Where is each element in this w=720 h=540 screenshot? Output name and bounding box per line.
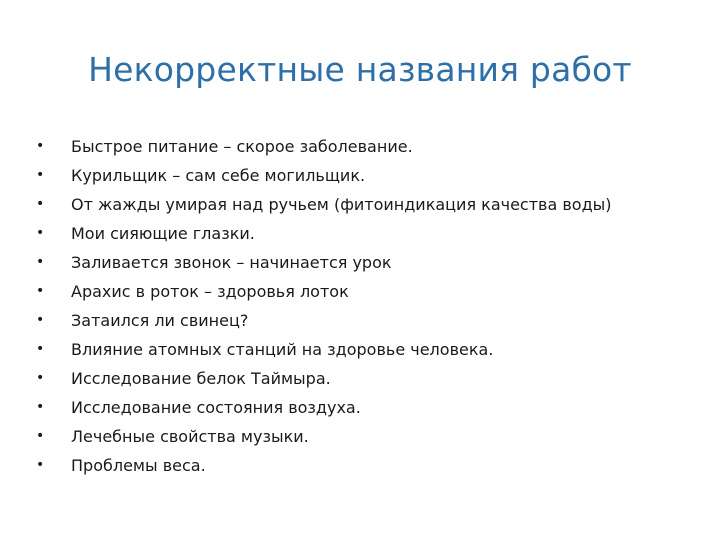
bullet-icon: • [36, 283, 45, 299]
bullet-icon: • [36, 341, 45, 357]
list-item [36, 132, 696, 161]
list-item-text: Мои сияющие глазки. [71, 224, 255, 243]
list-item [36, 248, 696, 277]
bullet-icon: • [36, 428, 45, 444]
list-item-text: Арахис в роток – здоровья лоток [71, 282, 349, 301]
list-item-text: Курильщик – сам себе могильщик. [71, 166, 366, 185]
list-item-text: Быстрое питание – скорое заболевание. [71, 137, 413, 156]
bullet-icon: • [36, 225, 45, 241]
list-item [36, 219, 696, 248]
list-item-text: Исследование белок Таймыра. [71, 369, 331, 388]
bullet-icon: • [36, 254, 45, 270]
bullet-icon: • [36, 196, 45, 212]
slide-title: Некорректные названия работ [88, 50, 632, 89]
list-item-text: Исследование состояния воздуха. [71, 398, 361, 417]
list-item [36, 364, 696, 393]
list-item [36, 161, 696, 190]
list-item-text: От жажды умирая над ручьем (фитоиндикация качества воды) [71, 195, 612, 214]
list-item-text: Затаился ли свинец? [71, 311, 249, 330]
bullet-icon: • [36, 399, 45, 415]
bullet-icon: • [36, 457, 45, 473]
list-item [36, 277, 696, 306]
bullet-icon: • [36, 312, 45, 328]
list-item [36, 335, 696, 364]
bullet-icon: • [36, 370, 45, 386]
list-item [36, 451, 696, 480]
list-item-text: Заливается звонок – начинается урок [71, 253, 392, 272]
list-item-text: Лечебные свойства музыки. [71, 427, 309, 446]
list-item-text: Влияние атомных станций на здоровье человека. [71, 340, 494, 359]
list-item-text: Проблемы веса. [71, 456, 206, 475]
list-item [36, 422, 696, 451]
bullet-icon: • [36, 138, 45, 154]
list-item [36, 190, 696, 219]
bullet-list [36, 132, 696, 480]
bullet-icon: • [36, 167, 45, 183]
list-item [36, 306, 696, 335]
list-item [36, 393, 696, 422]
